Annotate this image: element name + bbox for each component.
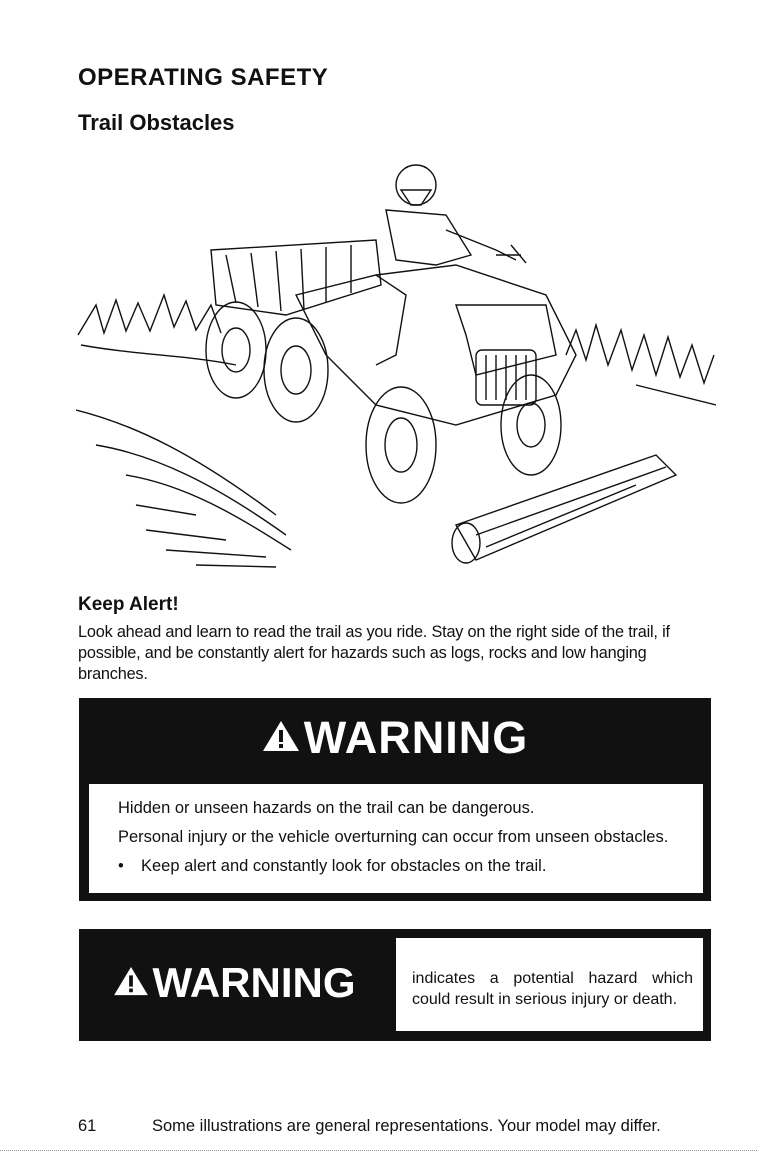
warning-line-2: Personal injury or the vehicle overturning can occur from unseen obstacles. (118, 828, 669, 846)
warning-bullet-text: Keep alert and constantly look for obstacles on the trail. (141, 857, 547, 875)
legend-warning-word (79, 959, 389, 1007)
warning-body (89, 784, 703, 893)
footer-note: Some illustrations are general representations. Your model may differ. (152, 1117, 661, 1135)
warning-legend-box (79, 929, 711, 1041)
warning-title: WARNING (303, 712, 529, 763)
body-paragraph: Look ahead and learn to read the trail as you ride. Stay on the right side of the trail, if possible, and be constantly alert for hazards such as logs, rocks and low hanging branches. (78, 623, 670, 683)
warning-bullet-item (118, 852, 703, 881)
footer-divider (0, 1150, 757, 1151)
atv-trail-obstacle-illustration (76, 155, 716, 585)
page-number: 61 (78, 1117, 97, 1135)
warning-header (79, 712, 711, 764)
warning-box (79, 698, 711, 901)
bullet-marker: • (118, 857, 124, 875)
keep-alert-heading: Keep Alert! (78, 594, 179, 615)
legend-description: indicates a potential hazard which could result in serious injury or death. (396, 938, 703, 1031)
warning-triangle-icon (262, 720, 300, 752)
footer (78, 1117, 718, 1136)
warning-triangle-icon (113, 966, 149, 996)
legend-title: WARNING (152, 959, 356, 1006)
warning-line-1: Hidden or unseen hazards on the trail can be dangerous. (118, 799, 535, 817)
page-title: OPERATING SAFETY (78, 64, 329, 91)
section-title: Trail Obstacles (78, 110, 235, 135)
